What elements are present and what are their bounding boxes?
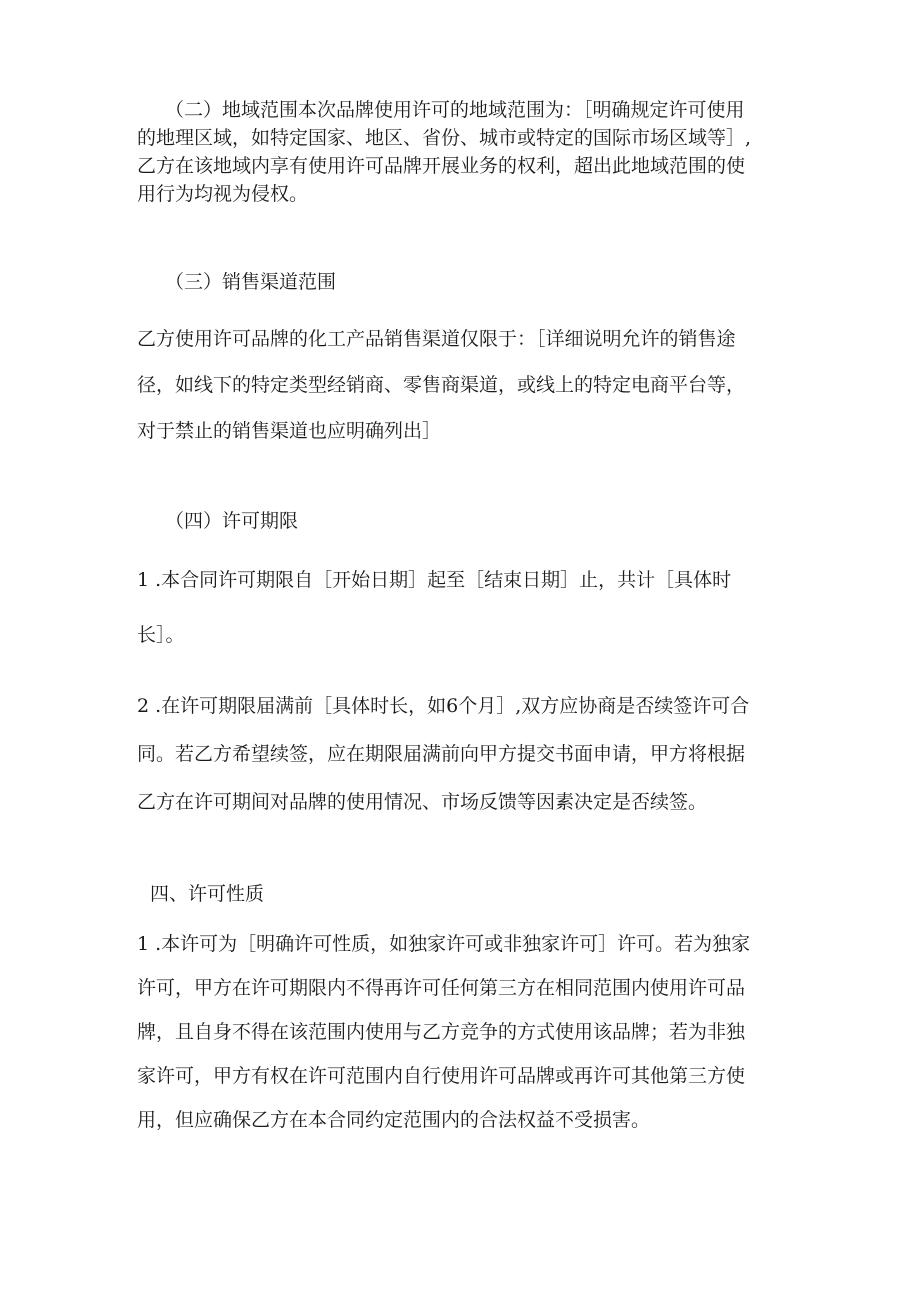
nature-line-1: 1 .本许可为［明确许可性质，如独家许可或非独家许可］许可。若为独家 <box>137 933 751 955</box>
term-item-1 <box>137 553 787 663</box>
territory-line-2: 的地理区域，如特定国家、地区、省份、城市或特定的国际市场区域等］, <box>137 127 752 149</box>
section-territory-paragraph <box>137 96 787 208</box>
term-item-2 <box>137 682 787 826</box>
section-term-heading: （四）许可期限 <box>165 510 299 532</box>
sales-line-1: 乙方使用许可品牌的化工产品销售渠道仅限于：［详细说明允许的销售途 <box>137 328 736 350</box>
term-item-2-line-1: 2 .在许可期限届满前［具体时长，如6个月］,双方应协商是否续签许可合 <box>137 695 750 717</box>
nature-line-3: 牌，且自身不得在该范围内使用与乙方竞争的方式使用该品牌；若为非独 <box>137 1021 746 1043</box>
nature-line-4: 家许可，甲方有权在许可范围内自行使用许可品牌或再许可其他第三方使 <box>137 1065 746 1087</box>
section-sales-channel-paragraph <box>137 316 787 454</box>
term-item-1-line-2: 长］。 <box>137 624 185 646</box>
territory-line-4: 用行为均视为侵权。 <box>137 183 309 205</box>
term-item-2-line-2: 同。若乙方希望续签，应在期限届满前向甲方提交书面申请，甲方将根据 <box>137 743 746 765</box>
territory-line-3: 乙方在该地域内享有使用许可品牌开展业务的权利，超出此地域范围的使 <box>137 155 746 177</box>
sales-line-2: 径，如线下的特定类型经销商、零售商渠道，或线上的特定电商平台等， <box>137 374 746 396</box>
nature-item-1 <box>137 922 787 1142</box>
section-sales-channel-heading: （三）销售渠道范围 <box>165 271 337 293</box>
nature-line-2: 许可，甲方在许可期限内不得再许可任何第三方在相同范围内使用许可品 <box>137 977 746 999</box>
territory-line-1: （二）地域范围本次品牌使用许可的地域范围为：［明确规定许可使用 <box>165 99 745 121</box>
section-nature-heading: 四、许可性质 <box>150 883 265 905</box>
nature-line-5: 用，但应确保乙方在本合同约定范围内的合法权益不受损害。 <box>137 1109 651 1131</box>
sales-line-3: 对于禁止的销售渠道也应明确列出］ <box>137 420 442 442</box>
term-item-2-line-3: 乙方在许可期间对品牌的使用情况、市场反馈等因素决定是否续签。 <box>137 791 708 813</box>
term-item-1-line-1: 1 .本合同许可期限自［开始日期］起至［结束日期］止，共计［具体时 <box>137 569 732 591</box>
